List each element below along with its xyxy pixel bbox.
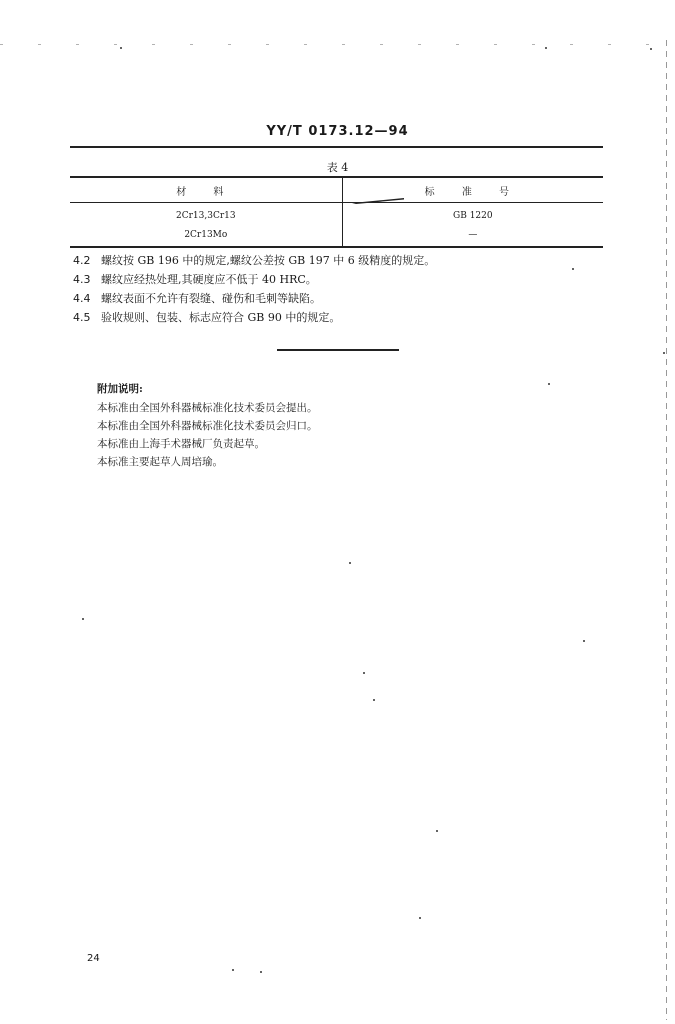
end-of-text-rule	[277, 349, 399, 351]
appendix-line: 本标准由上海手术器械厂负责起草。	[97, 438, 265, 450]
page-number: 24	[87, 953, 100, 964]
material-value: 2Cr13Mo	[184, 230, 228, 240]
appendix-line: 本标准主要起草人周培瑜。	[97, 456, 223, 468]
clause-number: 4.3	[73, 273, 91, 286]
scan-speck	[120, 47, 122, 49]
standard-value: GB 1220	[453, 211, 493, 221]
clause-text: 验收规则、包装、标志应符合 GB 90 中的规定。	[101, 311, 341, 324]
scan-speck	[572, 268, 574, 270]
scan-speck	[260, 971, 262, 973]
scan-speck	[419, 917, 421, 919]
scan-speck	[82, 618, 84, 620]
standard-cell	[342, 203, 603, 248]
scan-speck	[650, 48, 652, 50]
column-header-material: 材 料	[70, 177, 342, 203]
material-value: 2Cr13,3Cr13	[176, 211, 236, 221]
clause-4-4	[73, 290, 321, 306]
column-header-standard: 标 准 号	[342, 177, 603, 203]
scan-edge-top	[0, 44, 675, 45]
material-cell	[70, 203, 342, 248]
scan-speck	[663, 352, 665, 354]
scan-speck	[349, 562, 351, 564]
appendix-line: 本标准由全国外科器械标准化技术委员会归口。	[97, 420, 318, 432]
appendix-line: 本标准由全国外科器械标准化技术委员会提出。	[97, 402, 318, 414]
clause-number: 4.5	[73, 311, 91, 324]
material-standard-table	[70, 176, 603, 248]
standard-value: —	[468, 230, 478, 240]
table-row	[70, 203, 603, 248]
clause-text: 螺纹按 GB 196 中的规定,螺纹公差按 GB 197 中 6 级精度的规定。	[101, 254, 436, 267]
scan-speck	[548, 383, 550, 385]
scan-speck	[436, 830, 438, 832]
clause-4-5	[73, 309, 340, 325]
clause-4-3	[73, 271, 317, 287]
header-rule	[70, 146, 603, 148]
clause-text: 螺纹应经热处理,其硬度应不低于 40 HRC。	[101, 273, 317, 286]
table-header-row	[70, 177, 603, 203]
scan-speck	[373, 699, 375, 701]
scan-speck	[232, 969, 234, 971]
scan-speck	[363, 672, 365, 674]
document-code-header: YY/T 0173.12—94	[266, 124, 409, 139]
clause-number: 4.2	[73, 254, 91, 267]
appendix-title: 附加说明:	[97, 383, 143, 395]
scan-edge-right	[666, 40, 667, 1020]
scan-speck	[545, 47, 547, 49]
clause-4-2	[73, 252, 435, 268]
clause-text: 螺纹表面不允许有裂缝、碰伤和毛刺等缺陷。	[101, 292, 321, 305]
table-caption: 表 4	[326, 161, 349, 174]
scan-speck	[583, 640, 585, 642]
clause-number: 4.4	[73, 292, 91, 305]
